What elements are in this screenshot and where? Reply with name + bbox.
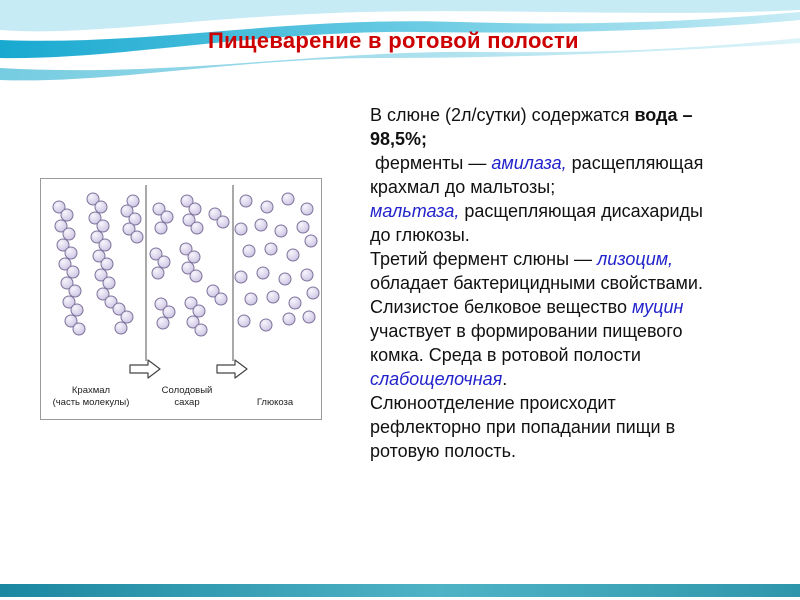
molecule-circle [69,285,81,297]
molecule-circle [275,225,287,237]
molecule-circle [73,323,85,335]
molecule-circle [188,251,200,263]
molecule-circle [101,258,113,270]
molecule-circle [63,228,75,240]
molecule-circle [245,293,257,305]
molecule-circle [152,267,164,279]
molecule-circle [235,223,247,235]
molecule-circle [99,239,111,251]
molecule-circle [217,216,229,228]
text-segment: амилаза, [491,153,567,173]
body-paragraph [370,391,722,463]
molecule-circle [189,203,201,215]
molecule-circle [95,201,107,213]
body-paragraph [370,295,722,391]
molecule-circle [279,273,291,285]
molecule-circle [121,311,133,323]
text-segment: вода – 98,5%; [370,105,698,149]
diagram-label-starch-line1: Крахмал [71,385,111,396]
diagram-label-starch-line2: (часть молекулы) [52,397,130,408]
transform-arrow-icon [130,360,160,378]
molecule-circle [61,209,73,221]
starch-breakdown-diagram [40,178,322,420]
molecule-circle [257,267,269,279]
molecule-circle [261,201,273,213]
molecule-circle [190,270,202,282]
molecule-circle [158,256,170,268]
text-segment: В слюне (2л/сутки) содержатся [370,105,635,125]
molecule-circle [97,220,109,232]
text-segment: муцин [632,297,684,317]
molecule-circle [260,319,272,331]
text-segment: Слизистое белковое вещество [370,297,633,317]
text-segment: Слюноотделение происходит рефлекторно при попадании пищи в ротовую полость. [370,393,681,461]
molecule-circle [283,313,295,325]
molecule-circle [265,243,277,255]
molecule-circle [289,297,301,309]
molecule-circle [303,311,315,323]
molecule-circle [131,231,143,243]
molecule-circle [155,222,167,234]
text-segment: расщепляющая крахмал до мальтозы; [370,153,709,197]
molecule-circle [215,293,227,305]
body-paragraph [370,199,722,247]
text-segment: ферменты — [370,153,492,173]
body-paragraph [370,103,722,151]
text-segment: Третий фермент слюны — [370,249,598,269]
molecule-circle [191,222,203,234]
molecule-circle [161,211,173,223]
body-paragraph [370,151,722,199]
text-segment: расщепляющая дисахариды до глюкозы. [370,201,708,245]
molecule-circle [193,305,205,317]
molecule-circle [195,324,207,336]
transform-arrow-icon [217,360,247,378]
molecule-circle [71,304,83,316]
molecule-circle [235,271,247,283]
text-segment: лизоцим, [597,249,674,269]
molecule-circle [301,269,313,281]
molecule-circle [240,195,252,207]
text-segment: мальтаза, [370,201,460,221]
molecule-circle [157,317,169,329]
molecule-layer [53,193,319,336]
molecule-circle [243,245,255,257]
molecule-circle [238,315,250,327]
diagram-canvas [41,179,321,417]
diagram-label-malt-line2: сахар [174,397,200,408]
text-segment: участвует в формировании пищевого комка. Среда в ротовой полости [370,297,689,365]
slide-title: Пищеварение в ротовой полости [208,28,579,53]
molecule-circle [65,247,77,259]
diagram-label-malt-line1: Солодовый [161,385,213,396]
molecule-circle [307,287,319,299]
molecule-circle [163,306,175,318]
body-paragraph [370,247,722,295]
molecule-circle [297,221,309,233]
body-text [370,103,722,463]
molecule-circle [103,277,115,289]
molecule-circle [301,203,313,215]
molecule-circle [67,266,79,278]
molecule-circle [115,322,127,334]
molecule-circle [282,193,294,205]
molecule-circle [305,235,317,247]
diagram-label-glucose: Глюкоза [256,397,294,408]
molecule-circle [287,249,299,261]
molecule-circle [255,219,267,231]
bottom-bar-decoration [0,584,800,597]
molecule-circle [267,291,279,303]
text-segment: слабощелочная [370,369,503,389]
text-segment: . [502,369,508,389]
text-segment: обладает бактерицидными свойствами. [370,249,703,293]
